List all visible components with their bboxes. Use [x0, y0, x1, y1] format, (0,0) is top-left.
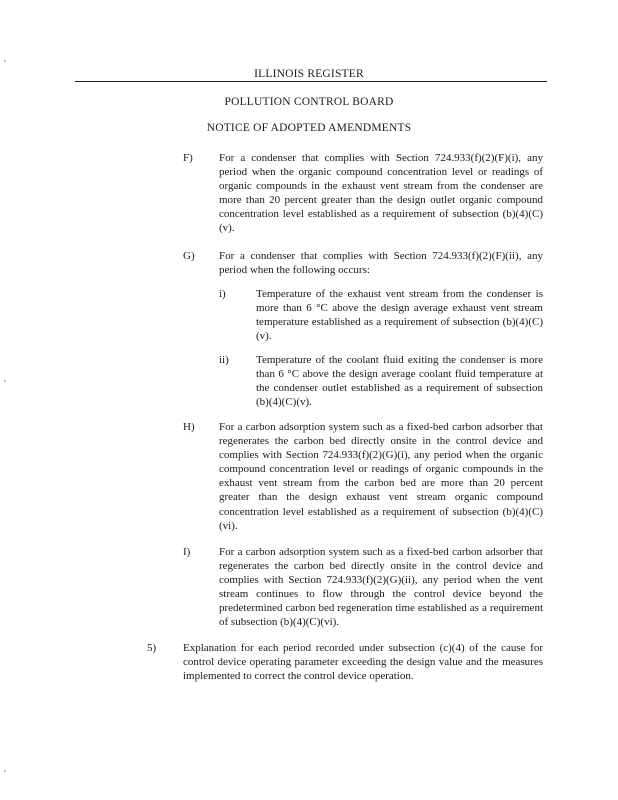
item-g-label: G) — [183, 250, 195, 262]
item-f-text: For a condenser that complies with Section 724.933(f)(2)(F)(i), any period when the organic compound concentration level or readings of organic compounds in the exhaust vent stream from the condenser are more than 20 percent greater than the design outlet organic compound concentration level established as a requirement of subsection (b)(4)(C)(v). — [219, 152, 543, 235]
item-5-text: Explanation for each period recorded under subsection (c)(4) of the cause for control device operating parameter exceeding the design value and the measures implemented to correct the control device operation. — [183, 642, 543, 683]
item-g-text: For a condenser that complies with Section 724.933(f)(2)(F)(ii), any period when the following occurs: — [219, 250, 543, 277]
item-g-ii-label: ii) — [219, 354, 229, 366]
item-f-label: F) — [183, 152, 193, 164]
item-i-label: I) — [183, 546, 191, 558]
item-h-label: H) — [183, 421, 195, 433]
item-g-ii-text: Temperature of the coolant fluid exiting the condenser is more than 6 °C above the design average coolant fluid temperature at the condenser outlet established as a requirement of subsection (b)(4)(C)(v). — [256, 354, 543, 409]
item-g-i-text: Temperature of the exhaust vent stream from the condenser is more than 6 °C above the design average exhaust vent stream temperature established as a requirement of subsection (b)(4)(C)(v). — [256, 288, 543, 343]
item-5-label: 5) — [147, 642, 157, 654]
board-title: POLLUTION CONTROL BOARD — [224, 96, 394, 108]
scan-speck — [4, 770, 6, 772]
scan-speck — [4, 380, 6, 382]
notice-title: NOTICE OF ADOPTED AMENDMENTS — [206, 122, 412, 134]
scan-speck — [4, 60, 6, 62]
item-i-text: For a carbon adsorption system such as a fixed-bed carbon adsorber that regenerates the carbon bed directly onsite in the control device and complies with Section 724.933(f)(2)(G)(ii), any period when the vent stream continues to flow through the control device beyond the predetermined carbon bed regeneration time established as a requirement of subsection (b)(4)(C)(vi). — [219, 546, 543, 629]
item-h-text: For a carbon adsorption system such as a fixed-bed carbon adsorber that regenerates the carbon bed directly onsite in the control device and complies with Section 724.933(f)(2)(G)(i), any period when the organic compound concentration level or readings of organic compounds in the exhaust vent stream from the carbon bed are more than 20 percent greater than the design exhaust vent stream organic compound concentration level established as a requirement of subsection (b)(4)(C)(vi). — [219, 421, 543, 532]
register-title: ILLINOIS REGISTER — [254, 68, 364, 80]
header-rule — [75, 81, 547, 82]
item-g-i-label: i) — [219, 288, 226, 300]
